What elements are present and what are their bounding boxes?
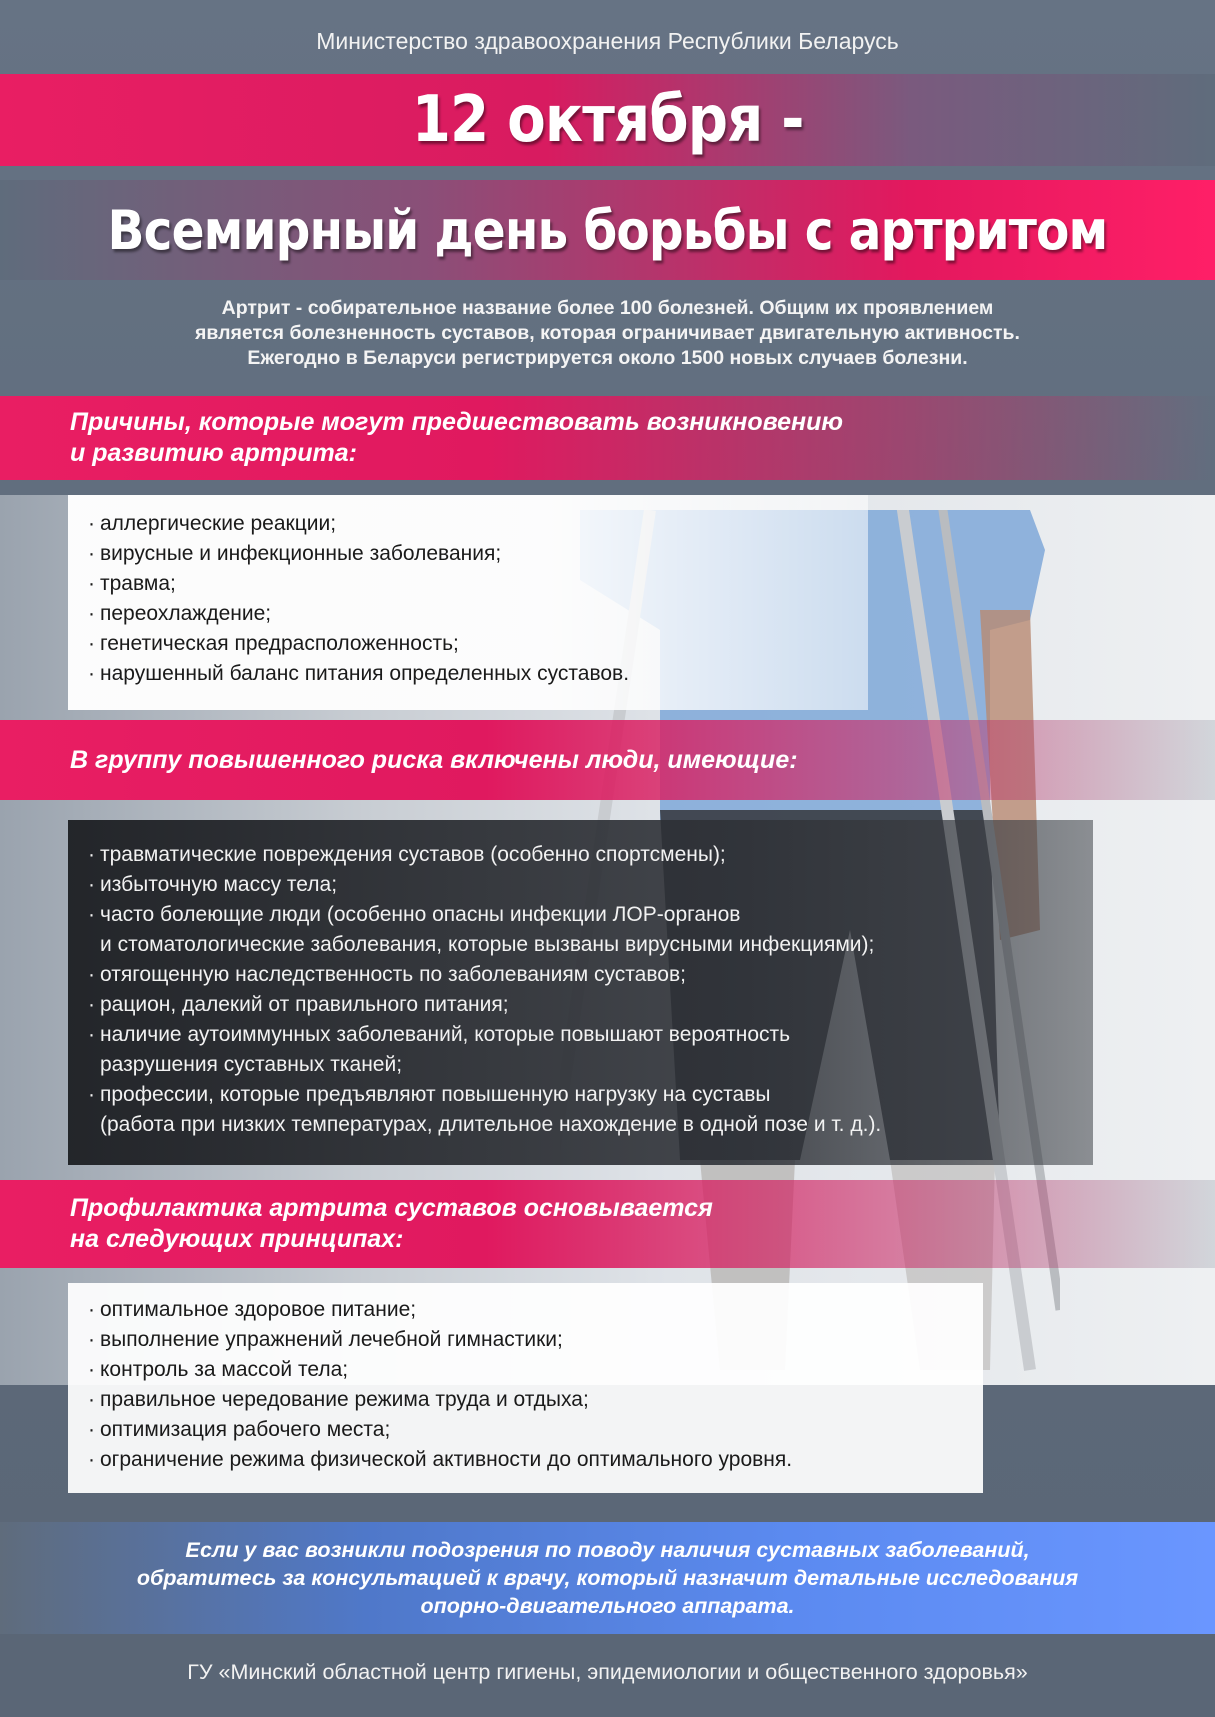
title-band-date [0, 74, 1215, 166]
risk-heading-text: В группу повышенного риска включены люди, имеющие: [70, 745, 798, 774]
intro-line: является болезненность суставов, которая ограничивает двигательную активность. [195, 322, 1020, 344]
prevention-heading-line: на следующих принципах: [70, 1225, 404, 1253]
title-date: 12 октября - [411, 83, 804, 157]
list-item: · часто болеющие люди (особенно опасны инфекции ЛОР-органов [88, 903, 741, 926]
prevention-heading [0, 1180, 1215, 1268]
list-item: · генетическая предрасположенность; [88, 632, 459, 655]
list-item: · выполнение упражнений лечебной гимнастики; [88, 1328, 563, 1351]
intro-line: Ежегодно в Беларуси регистрируется около 1500 новых случаев болезни. [247, 347, 968, 369]
list-item-continuation: (работа при низких температурах, длительное нахождение в одной позе и т. д.). [100, 1113, 882, 1136]
ministry-name: Министерство здравоохранения Республики Беларусь [316, 28, 899, 54]
list-item-continuation: разрушения суставных тканей; [100, 1053, 403, 1076]
advice-line: опорно-двигательного аппарата. [420, 1594, 795, 1618]
causes-heading-line: и развитию артрита: [70, 439, 357, 467]
risk-heading [0, 720, 1215, 800]
title-event: Всемирный день борьбы с артритом [107, 198, 1108, 262]
list-item: · избыточную массу тела; [88, 873, 338, 896]
list-item: · оптимальное здоровое питание; [88, 1298, 417, 1321]
advice-line: Если у вас возникли подозрения по поводу наличия суставных заболеваний, [185, 1538, 1030, 1562]
causes-heading [0, 396, 1215, 480]
risk-list [68, 820, 1093, 1165]
prevention-heading-line: Профилактика артрита суставов основывается [70, 1194, 713, 1222]
list-item: · наличие аутоиммунных заболеваний, которые повышают вероятность [88, 1023, 791, 1046]
list-item: · переохлаждение; [88, 602, 272, 625]
list-item: · травма; [88, 572, 176, 595]
list-item: · контроль за массой тела; [88, 1358, 349, 1381]
intro-text [60, 296, 1155, 371]
list-item: · профессии, которые предъявляют повышенную нагрузку на суставы [88, 1083, 771, 1106]
list-item: · отягощенную наследственность по заболеваниям суставов; [88, 963, 686, 986]
list-item: · нарушенный баланс питания определенных суставов. [88, 662, 630, 685]
list-item: · аллергические реакции; [88, 512, 337, 535]
doctor-advice-banner [0, 1522, 1215, 1634]
intro-line: Артрит - собирательное название более 100 болезней. Общим их проявлением [221, 297, 994, 319]
advice-line: обратитесь за консультацией к врачу, который назначит детальные исследования [136, 1566, 1079, 1590]
list-item: · правильное чередование режима труда и отдыха; [88, 1388, 589, 1411]
organization-footer: ГУ «Минский областной центр гигиены, эпидемиологии и общественного здоровья» [187, 1660, 1028, 1684]
title-band-event [0, 180, 1215, 280]
list-item: · рацион, далекий от правильного питания; [88, 993, 509, 1016]
causes-heading-line: Причины, которые могут предшествовать возникновению [70, 408, 843, 436]
list-item: · оптимизация рабочего места; [88, 1418, 391, 1441]
list-item: · ограничение режима физической активности до оптимального уровня. [88, 1448, 793, 1471]
list-item-continuation: и стоматологические заболевания, которые вызваны вирусными инфекциями); [100, 933, 875, 956]
list-item: · травматические повреждения суставов (особенно спортсмены); [88, 843, 726, 866]
causes-list [68, 495, 868, 710]
prevention-list [68, 1283, 983, 1493]
list-item: · вирусные и инфекционные заболевания; [88, 542, 502, 565]
